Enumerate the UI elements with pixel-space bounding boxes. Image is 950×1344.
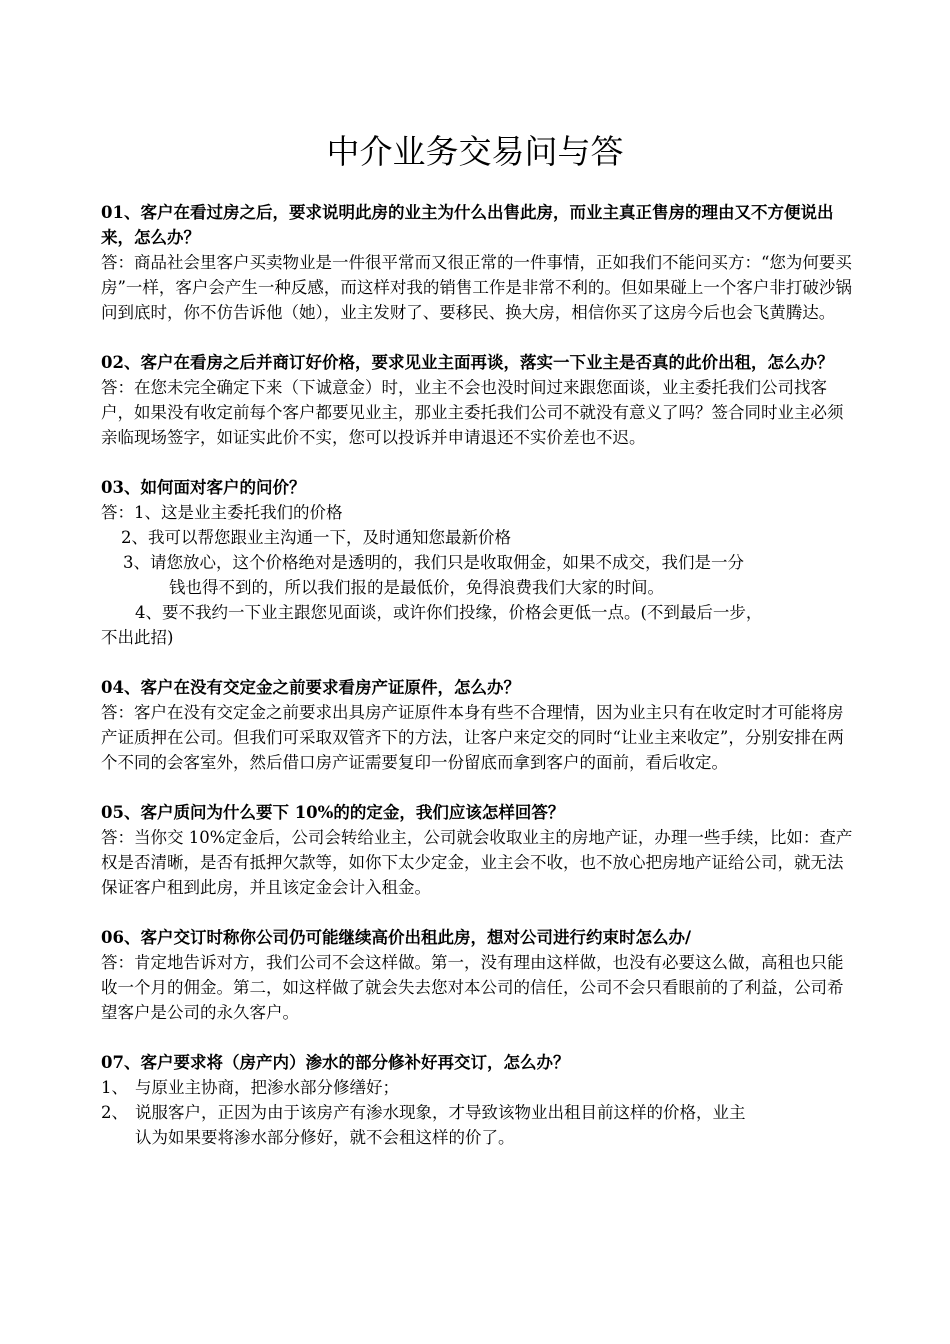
question-04: 04、客户在没有交定金之前要求看房产证原件，怎么办？ — [101, 678, 520, 697]
question-03: 03、如何面对客户的问价？ — [101, 478, 306, 497]
qa-item-01 — [101, 200, 858, 325]
answer-03-line-1: 答：1、这是业主委托我们的价格 — [101, 503, 343, 522]
list-number: 1、 — [101, 1078, 128, 1097]
answer-05: 答：当你交 10%定金后，公司会转给业主，公司就会收取业主的房地产证，办理一些手续，比如：查产权是否清晰，是否有抵押欠款等，如你下太少定金，业主会不收，也不放心把房地产证给公司，就无法保证客户租到此房，并且该定金会计入租金。 — [101, 828, 853, 897]
qa-content — [101, 200, 858, 1175]
qa-item-03 — [101, 475, 858, 650]
answer-03-line-6: 不出此招) — [101, 628, 174, 647]
question-06: 06、客户交订时称你公司仍可能继续高价出租此房，想对公司进行约束时怎么办/ — [101, 928, 691, 947]
qa-item-04 — [101, 675, 858, 775]
qa-item-06 — [101, 925, 858, 1025]
answer-02: 答：在您未完全确定下来（下诚意金）时，业主不会也没时间过来跟您面谈，业主委托我们公司找客户，如果没有收定前每个客户都要见业主，那业主委托我们公司不就没有意义了吗？签合同时业主必须亲临现场签字，如证实此价不实，您可以投诉并申请退还不实价差也不迟。 — [101, 378, 844, 447]
question-07: 07、客户要求将（房产内）渗水的部分修补好再交订，怎么办？ — [101, 1053, 570, 1072]
list-number: 2、 — [101, 1103, 128, 1122]
answer-03-line-2: 2、我可以帮您跟业主沟通一下，及时通知您最新价格 — [121, 528, 511, 547]
list-text: 说服客户，正因为由于该房产有渗水现象，才导致该物业出租目前这样的价格，业主 — [135, 1103, 746, 1122]
question-02: 02、客户在看房之后并商订好价格，要求见业主面再谈，落实一下业主是否真的此价出租，怎么办？ — [101, 353, 834, 372]
qa-item-07 — [101, 1050, 858, 1150]
answer-06: 答：肯定地告诉对方，我们公司不会这样做。第一，没有理由这样做，也没有必要这么做，高租也只能收一个月的佣金。第二，如这样做了就会失去您对本公司的信任，公司不会只看眼前的了利益，公司希望客户是公司的永久客户。 — [101, 953, 844, 1022]
answer-07-item-2 — [101, 1100, 858, 1125]
answer-01: 答：商品社会里客户买卖物业是一件很平常而又很正常的一件事情，正如我们不能问买方：“您为何要买房”一样，客户会产生一种反感，而这样对我的销售工作是非常不利的。但如果碰上一个客户非打破沙锅问到底时，你不仿告诉他（她），业主发财了、要移民、换大房，相信你买了这房今后也会飞黄腾达。 — [101, 253, 852, 322]
answer-03-line-4: 钱也得不到的，所以我们报的是最低价，免得浪费我们大家的时间。 — [169, 578, 664, 597]
document-title: 中介业务交易问与答 — [326, 132, 624, 171]
answer-07-item-2-continued: 认为如果要将渗水部分修好，就不会租这样的价了。 — [135, 1128, 515, 1147]
answer-03-line-5: 4、要不我约一下业主跟您见面谈，或许你们投缘，价格会更低一点。(不到最后一步， — [135, 603, 763, 622]
question-05: 05、客户质问为什么要下 10%的的定金，我们应该怎样回答？ — [101, 803, 565, 822]
qa-item-02 — [101, 350, 858, 450]
answer-04: 答：客户在没有交定金之前要求出具房产证原件本身有些不合理情，因为业主只有在收定时才可能将房产证质押在公司。但我们可采取双管齐下的方法，让客户来定交的同时“让业主来收定”，分别安排在两个不同的会客室外，然后借口房产证需要复印一份留底而拿到客户的面前，看后收定。 — [101, 703, 844, 772]
answer-03-line-3: 3、请您放心，这个价格绝对是透明的，我们只是收取佣金，如果不成交，我们是一分 — [123, 553, 744, 572]
question-01: 01、客户在看过房之后，要求说明此房的业主为什么出售此房，而业主真正售房的理由又不方便说出来，怎么办？ — [101, 203, 834, 247]
list-text: 与原业主协商，把渗水部分修缮好； — [135, 1078, 399, 1097]
qa-item-05 — [101, 800, 858, 900]
answer-07-item-1 — [101, 1075, 858, 1100]
